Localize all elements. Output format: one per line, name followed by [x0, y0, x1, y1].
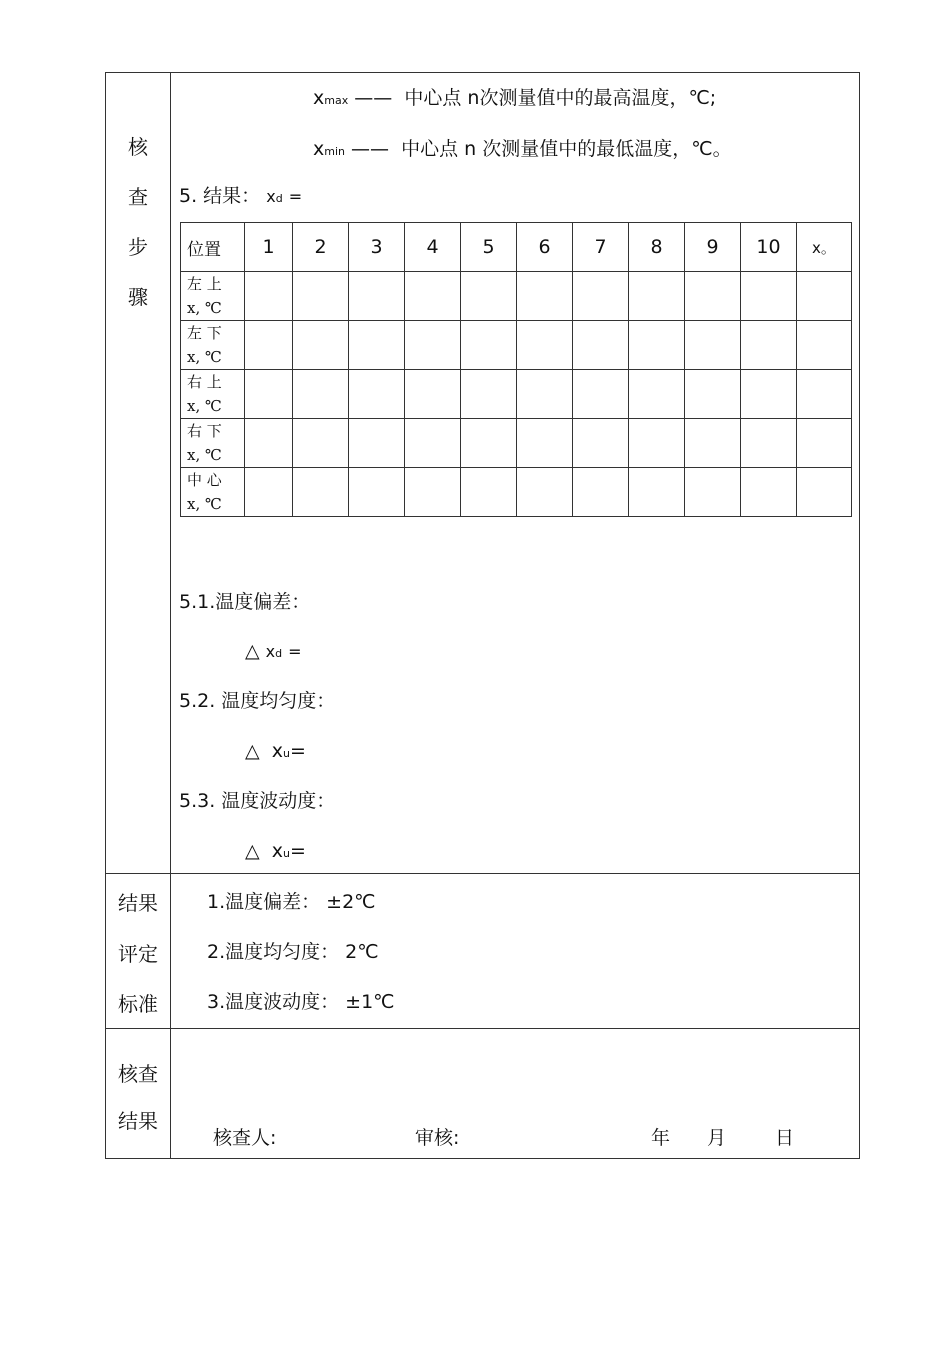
- data-cell[interactable]: [685, 370, 741, 419]
- table-row: [181, 272, 852, 321]
- table-header-cell: 位置: [181, 223, 245, 272]
- data-cell[interactable]: [629, 419, 685, 468]
- criteria-item-fluctuation: 3.温度波动度： ±1℃: [207, 991, 395, 1013]
- date-month-label: 月: [707, 1127, 727, 1149]
- xmax-subscript: max: [324, 94, 349, 107]
- data-cell[interactable]: [461, 468, 517, 517]
- data-cell[interactable]: [573, 321, 629, 370]
- xmax-dash: ——: [354, 87, 393, 109]
- subsection-fluctuation-formula: △ xu=: [245, 840, 306, 862]
- data-cell[interactable]: [629, 321, 685, 370]
- measurement-table: [180, 222, 852, 517]
- label-result-2: 结果: [118, 1109, 158, 1133]
- date-day-label: 日: [775, 1127, 795, 1149]
- checker-label: 核查人:: [213, 1127, 277, 1149]
- label-criteria-3: 标准: [118, 992, 158, 1016]
- data-cell[interactable]: [629, 370, 685, 419]
- data-cell[interactable]: [405, 468, 461, 517]
- result-heading-symbol: x: [266, 187, 276, 206]
- table-header-cell: 9: [685, 223, 741, 272]
- xmin-dash: ——: [351, 138, 390, 160]
- label-steps-4: 骤: [128, 285, 148, 309]
- xmax-text: 中心点 n次测量值中的最高温度，℃;: [404, 87, 717, 109]
- reviewer-label: 审核:: [415, 1127, 460, 1149]
- data-cell[interactable]: [573, 370, 629, 419]
- definition-xmax: [313, 86, 716, 113]
- row-label: 中 心 x, ℃: [181, 468, 245, 517]
- data-cell[interactable]: [741, 419, 797, 468]
- table-header-cell: 3: [349, 223, 405, 272]
- data-cell[interactable]: [573, 468, 629, 517]
- data-cell[interactable]: [405, 419, 461, 468]
- xmin-symbol: x: [313, 138, 325, 160]
- xmax-symbol: x: [313, 87, 325, 109]
- data-cell[interactable]: [573, 272, 629, 321]
- label-steps-2: 查: [128, 185, 148, 209]
- triangle-icon: △: [245, 840, 260, 862]
- criteria-item-uniformity: 2.温度均匀度： 2℃: [207, 941, 379, 963]
- label-criteria-2: 评定: [118, 942, 158, 966]
- data-cell[interactable]: [349, 419, 405, 468]
- result-heading-label: 5. 结果：: [179, 185, 261, 207]
- table-header-cell: 4: [405, 223, 461, 272]
- label-criteria-1: 结果: [118, 891, 158, 915]
- data-cell[interactable]: [245, 321, 293, 370]
- data-cell[interactable]: [685, 321, 741, 370]
- data-cell[interactable]: [245, 272, 293, 321]
- data-cell[interactable]: [517, 468, 573, 517]
- data-cell[interactable]: [245, 468, 293, 517]
- data-cell[interactable]: [293, 272, 349, 321]
- subsection-uniformity-heading: 5.2. 温度均匀度：: [179, 690, 336, 712]
- row-label: 右 下 x, ℃: [181, 419, 245, 468]
- data-cell[interactable]: [685, 468, 741, 517]
- triangle-icon: △: [245, 640, 260, 662]
- table-header-cell: 7: [573, 223, 629, 272]
- date-year-label: 年: [651, 1127, 671, 1149]
- data-cell[interactable]: [245, 419, 293, 468]
- table-header-cell: 2: [293, 223, 349, 272]
- data-cell[interactable]: [293, 468, 349, 517]
- data-cell[interactable]: [293, 321, 349, 370]
- table-row: [181, 370, 852, 419]
- data-cell[interactable]: [245, 370, 293, 419]
- data-cell[interactable]: [405, 321, 461, 370]
- subsection-uniformity-formula: △ xu=: [245, 740, 306, 762]
- row-label: 右 上 x, ℃: [181, 370, 245, 419]
- data-cell[interactable]: [741, 370, 797, 419]
- criteria-item-deviation: 1.温度偏差： ±2℃: [207, 891, 376, 913]
- data-cell[interactable]: [741, 321, 797, 370]
- data-cell[interactable]: [741, 468, 797, 517]
- subsection-fluctuation-heading: 5.3. 温度波动度：: [179, 790, 336, 812]
- triangle-icon: △: [245, 740, 260, 762]
- data-cell[interactable]: [797, 468, 852, 517]
- table-header-cell: 1: [245, 223, 293, 272]
- data-cell[interactable]: [797, 321, 852, 370]
- data-cell[interactable]: [405, 272, 461, 321]
- data-cell[interactable]: [517, 370, 573, 419]
- section-divider-criteria: [105, 873, 860, 874]
- data-cell[interactable]: [797, 272, 852, 321]
- data-cell[interactable]: [349, 272, 405, 321]
- table-row: [181, 321, 852, 370]
- table-row: [181, 468, 852, 517]
- label-result-1: 核查: [118, 1062, 158, 1086]
- data-cell[interactable]: [573, 419, 629, 468]
- result-heading-equals: =: [288, 187, 303, 206]
- data-cell[interactable]: [685, 419, 741, 468]
- data-cell[interactable]: [517, 419, 573, 468]
- data-cell[interactable]: [797, 419, 852, 468]
- data-cell[interactable]: [461, 370, 517, 419]
- data-cell[interactable]: [349, 370, 405, 419]
- definition-xmin: [313, 137, 732, 164]
- data-cell[interactable]: [685, 272, 741, 321]
- label-steps-3: 步: [128, 235, 148, 259]
- section-divider-result: [105, 1028, 860, 1029]
- data-cell[interactable]: [797, 370, 852, 419]
- result-heading-subscript: d: [275, 192, 283, 205]
- data-cell[interactable]: [461, 321, 517, 370]
- data-cell[interactable]: [349, 321, 405, 370]
- result-heading: [179, 184, 302, 211]
- xmin-subscript: min: [324, 145, 345, 158]
- table-header-row: [181, 223, 852, 272]
- data-cell[interactable]: [405, 370, 461, 419]
- data-cell[interactable]: [293, 419, 349, 468]
- table-header-cell: 5: [461, 223, 517, 272]
- data-cell[interactable]: [293, 370, 349, 419]
- table-header-cell: 8: [629, 223, 685, 272]
- label-steps-1: 核: [128, 135, 148, 159]
- label-column-divider: [170, 72, 171, 1159]
- data-cell[interactable]: [349, 468, 405, 517]
- data-cell[interactable]: [629, 272, 685, 321]
- xmin-text: 中心点 n 次测量值中的最低温度，℃。: [401, 138, 732, 160]
- subsection-deviation-formula: △ xd =: [245, 640, 302, 662]
- row-label: 左 下 x, ℃: [181, 321, 245, 370]
- data-cell[interactable]: [517, 272, 573, 321]
- table-header-cell: 6: [517, 223, 573, 272]
- data-cell[interactable]: [517, 321, 573, 370]
- data-cell[interactable]: [461, 272, 517, 321]
- subsection-deviation-heading: 5.1.温度偏差：: [179, 591, 311, 613]
- table-header-cell: x。: [797, 223, 852, 272]
- table-row: [181, 419, 852, 468]
- data-cell[interactable]: [741, 272, 797, 321]
- data-cell[interactable]: [461, 419, 517, 468]
- row-label: 左 上 x, ℃: [181, 272, 245, 321]
- table-header-cell: 10: [741, 223, 797, 272]
- data-cell[interactable]: [629, 468, 685, 517]
